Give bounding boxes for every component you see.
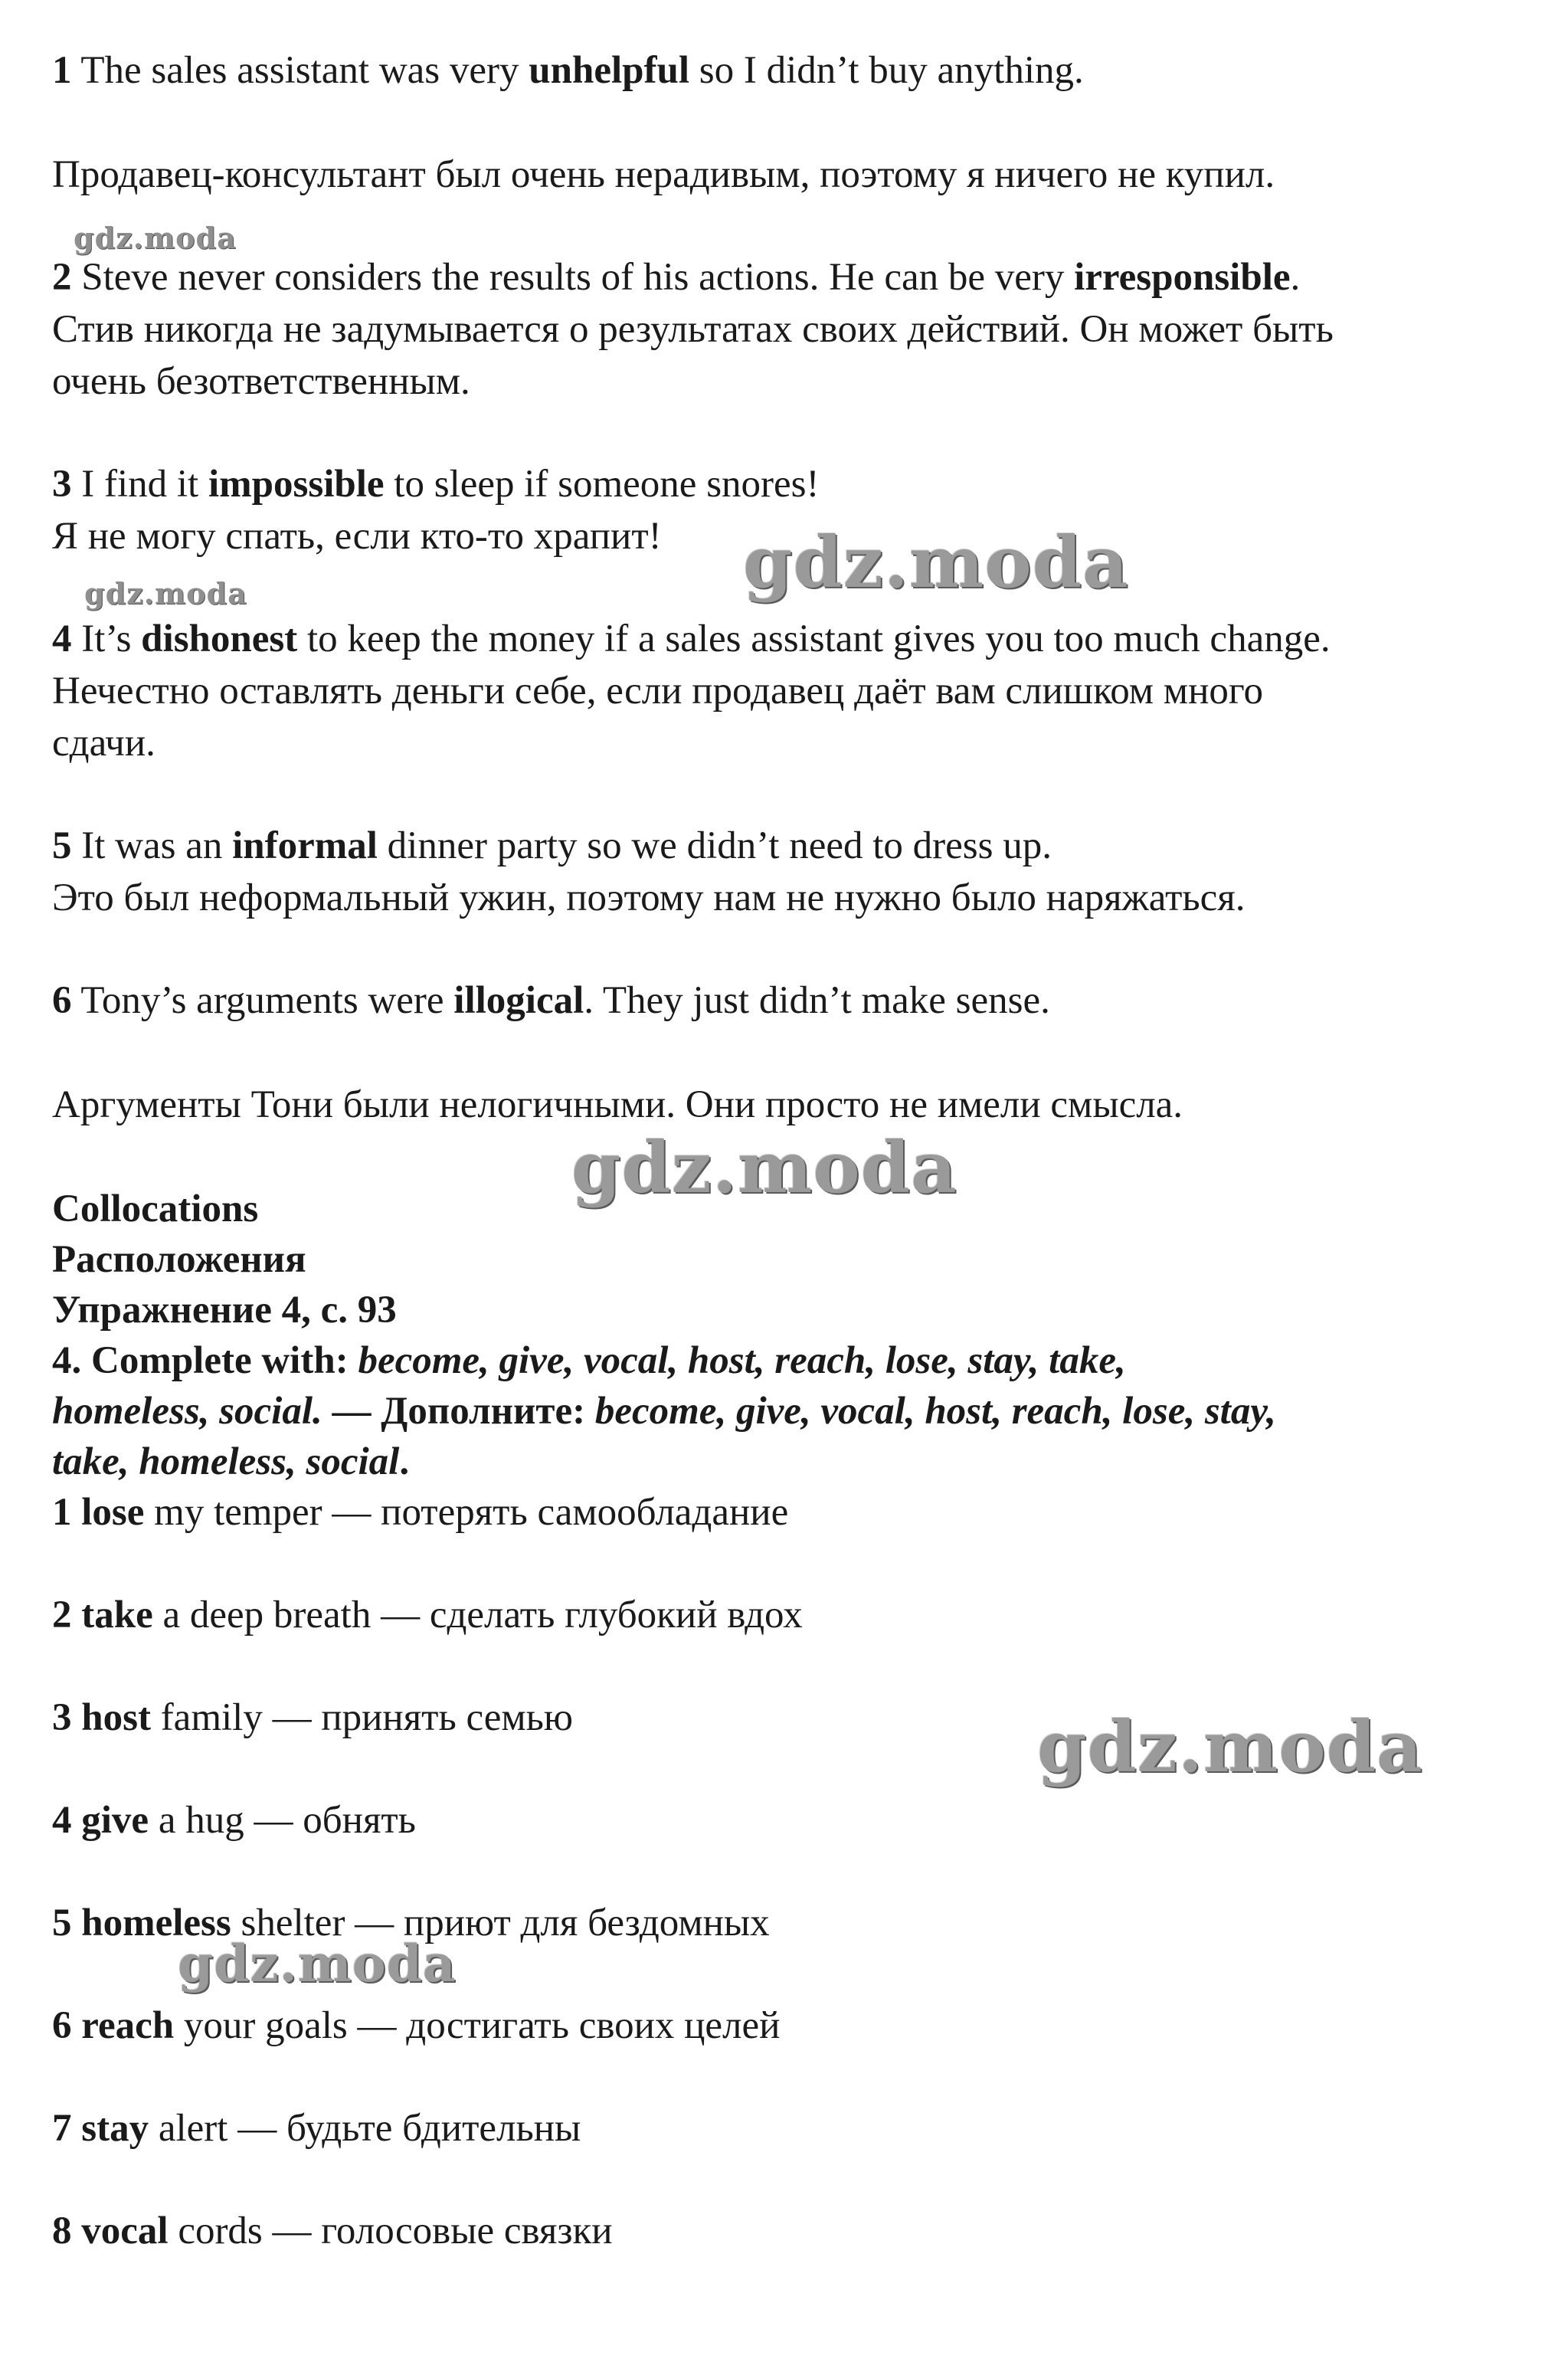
item-number: 6 (52, 979, 72, 1022)
watermark: gdz.moda (178, 1934, 457, 1993)
collocation-text: a hug — обнять (149, 1799, 416, 1842)
sentence-text: so I didn’t buy anything. (689, 49, 1084, 92)
watermark: gdz.moda (743, 521, 1129, 604)
collocation-text: your goals — достигать своих целей (174, 2004, 781, 2047)
answer-word: vocal (81, 2210, 169, 2252)
task-label-ru: — Дополните: (322, 1390, 595, 1433)
item-number: 2 (52, 256, 72, 299)
word-bank-ru: become, give, vocal, host, reach, lose, stay, (594, 1390, 1276, 1433)
item-number: 5 (52, 1902, 72, 1944)
answer-word: reach (81, 2004, 175, 2047)
collocation-text: cords — голосовые связки (168, 2210, 613, 2252)
translation-4: Нечестно оставлять деньги себе, если продавец даёт вам слишком много (52, 670, 1264, 713)
sentence-4 (52, 616, 1331, 662)
sentence-text: dinner party so we didn’t need to dress up. (377, 824, 1052, 867)
word-bank: homeless, social. (52, 1390, 322, 1433)
answer-word: informal (232, 824, 378, 867)
translation-2-cont: очень безответственным. (52, 360, 470, 403)
answer-word: give (81, 1799, 149, 1842)
sentence-text: . They just didn’t make sense. (584, 979, 1050, 1022)
collocation-text: family — принять семью (150, 1696, 573, 1739)
section-heading-ru: Расположения (52, 1238, 306, 1281)
sentence-6 (52, 978, 1050, 1024)
collocation-3 (52, 1695, 573, 1741)
sentence-1 (52, 48, 1084, 93)
collocation-text: alert — будьте бдительны (149, 2107, 581, 2150)
collocation-1 (52, 1489, 788, 1535)
item-number: 2 (52, 1594, 72, 1636)
translation-4-cont: сдачи. (52, 722, 155, 765)
watermark: gdz.moda (1037, 1705, 1423, 1788)
item-number: 1 (52, 49, 72, 92)
sentence-3 (52, 461, 820, 507)
collocation-6 (52, 2003, 780, 2049)
translation-3: Я не могу спать, если кто-то храпит! (52, 515, 662, 558)
watermark: gdz.moda (571, 1126, 957, 1209)
word-bank-ru: take, homeless, social (52, 1440, 400, 1483)
sentence-text: It was an (71, 824, 233, 867)
answer-word: lose (81, 1491, 145, 1534)
sentence-2 (52, 254, 1300, 300)
sentence-text: Steve never considers the results of his actions. He can be very (71, 256, 1075, 299)
sentence-text: to keep the money if a sales assistant gives you too much change. (297, 618, 1331, 660)
answer-word: host (81, 1696, 151, 1739)
task-label: 4. Complete with: (52, 1339, 358, 1382)
answer-word: stay (81, 2107, 149, 2150)
item-number: 5 (52, 824, 72, 867)
item-number: 4 (52, 618, 72, 660)
answer-word: unhelpful (529, 49, 690, 92)
item-number: 6 (52, 2004, 72, 2047)
translation-5: Это был неформальный ужин, поэтому нам не нужно было наряжаться. (52, 876, 1246, 919)
answer-word: irresponsible (1074, 256, 1291, 299)
collocation-text: a deep breath — сделать глубокий вдох (152, 1594, 803, 1636)
section-heading-en: Collocations (52, 1188, 259, 1230)
watermark: gdz.moda (84, 576, 247, 611)
collocation-7 (52, 2105, 581, 2151)
sentence-text: Tony’s arguments were (71, 979, 454, 1022)
watermark: gdz.moda (74, 221, 237, 255)
word-bank: become, give, vocal, host, reach, lose, stay, take, (358, 1339, 1126, 1382)
translation-1: Продавец-консультант был очень нерадивым, поэтому я ничего не купил. (52, 153, 1275, 196)
collocation-text: shelter — приют для бездомных (231, 1902, 770, 1944)
exercise-reference: Упражнение 4, с. 93 (52, 1289, 397, 1332)
item-number: 1 (52, 1491, 72, 1534)
task-line-1 (52, 1338, 1126, 1384)
answer-word: homeless (81, 1902, 231, 1944)
answer-word: dishonest (141, 618, 298, 660)
answer-word: impossible (208, 463, 385, 506)
sentence-text: The sales assistant was very (71, 49, 529, 92)
translation-6: Аргументы Тони были нелогичными. Они просто не имели смысла. (52, 1083, 1183, 1126)
item-number: 7 (52, 2107, 72, 2150)
item-number: 3 (52, 1696, 72, 1739)
sentence-text: to sleep if someone snores! (384, 463, 820, 506)
translation-2: Стив никогда не задумывается о результатах своих действий. Он может быть (52, 308, 1334, 351)
item-number: 4 (52, 1799, 72, 1842)
answer-word: illogical (453, 979, 584, 1022)
collocation-2 (52, 1592, 803, 1638)
item-number: 8 (52, 2210, 72, 2252)
collocation-4 (52, 1797, 416, 1843)
sentence-text: . (1290, 256, 1301, 299)
task-line-2 (52, 1388, 1276, 1434)
sentence-text: It’s (71, 618, 142, 660)
task-end: . (399, 1440, 410, 1483)
sentence-5 (52, 823, 1052, 869)
answer-word: take (81, 1594, 153, 1636)
collocation-8 (52, 2208, 613, 2254)
item-number: 3 (52, 463, 72, 506)
collocation-text: my temper — потерять самообладание (144, 1491, 789, 1534)
sentence-text: I find it (71, 463, 208, 506)
task-line-3 (52, 1439, 409, 1485)
